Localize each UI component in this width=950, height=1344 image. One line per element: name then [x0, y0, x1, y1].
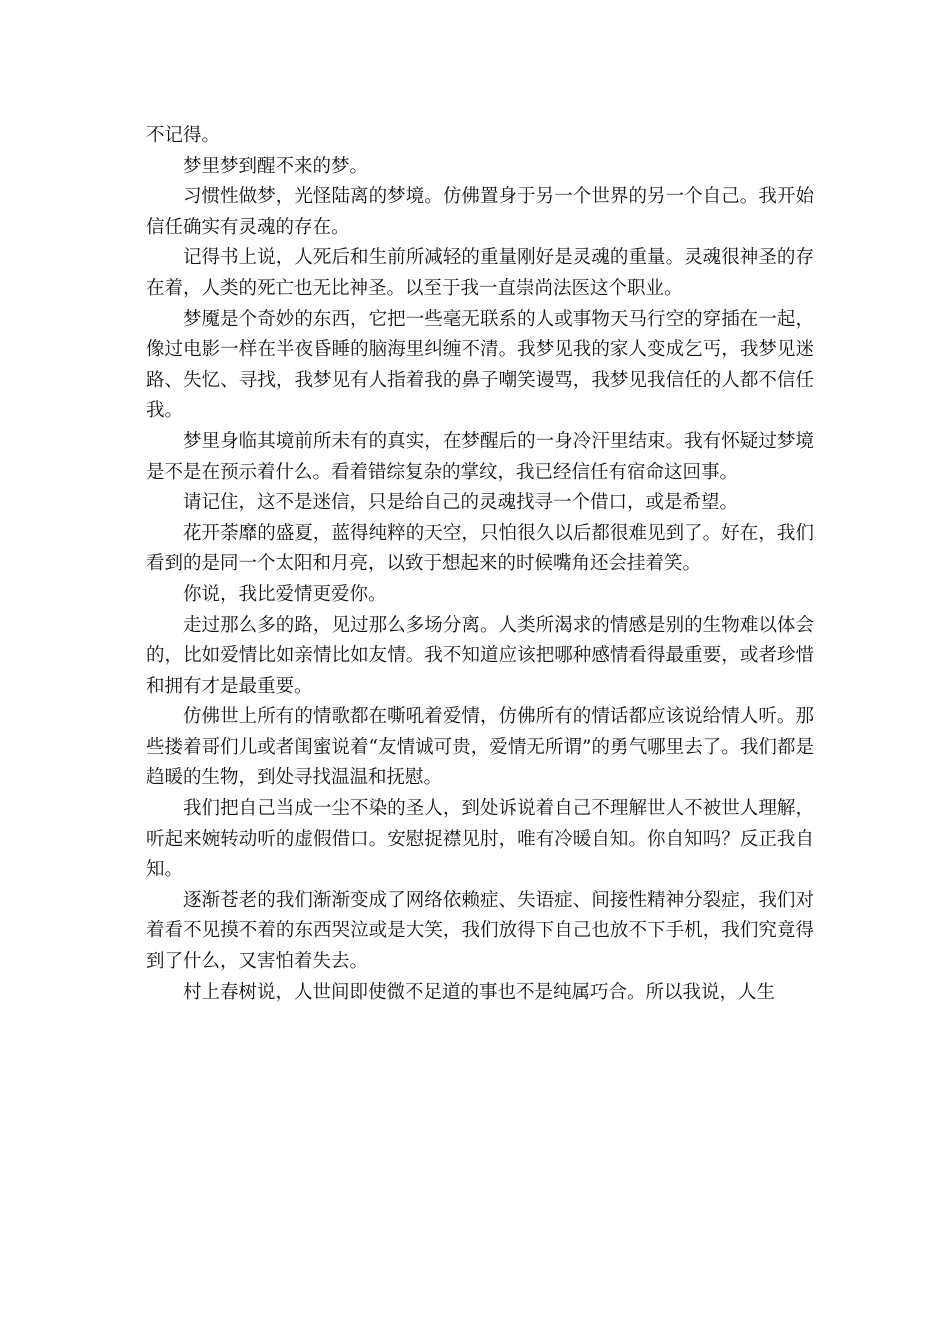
paragraph: 记得书上说，人死后和生前所减轻的重量刚好是灵魂的重量。灵魂很神圣的存在着，人类的死亡也无比神圣。以至于我一直崇尚法医这个职业。 — [146, 247, 814, 299]
paragraph: 村上春树说，人世间即使微不足道的事也不是纯属巧合。所以我说，人生 — [183, 981, 776, 1003]
paragraph: 请记住，这不是迷信，只是给自己的灵魂找寻一个借口，或是希望。 — [183, 492, 739, 514]
document-body — [146, 121, 814, 1008]
paragraph: 逐渐苍老的我们渐渐变成了网络依赖症、失语症、间接性精神分裂症，我们对着看不见摸不着的东西哭泣或是大笑，我们放得下自己也放不下手机，我们究竟得到了什么，又害怕着失去。 — [146, 889, 814, 973]
paragraph: 梦魇是个奇妙的东西，它把一些毫无联系的人或事物天马行空的穿插在一起，像过电影一样在半夜昏睡的脑海里纠缠不清。我梦见我的家人变成乞丐，我梦见迷路、失忆、寻找，我梦见有人指着我的鼻子嘲笑谩骂，我梦见我信任的人都不信任我。 — [146, 308, 814, 422]
paragraph: 我们把自己当成一尘不染的圣人，到处诉说着自己不理解世人不被世人理解，听起来婉转动听的虚假借口。安慰捉襟见肘，唯有冷暖自知。你自知吗？反正我自知。 — [146, 798, 814, 881]
paragraph: 仿佛世上所有的情歌都在嘶吼着爱情，仿佛所有的情话都应该说给情人听。那些搂着哥们儿或者闺蜜说着“友情诚可贵，爱情无所谓”的勇气哪里去了。我们都是趋暖的生物，到处寻找温温和抚慰。 — [146, 706, 814, 789]
paragraph: 不记得。 — [146, 125, 221, 146]
paragraph: 梦里身临其境前所未有的真实，在梦醒后的一身冷汗里结束。我有怀疑过梦境是不是在预示着什么。看着错综复杂的掌纹，我已经信任有宿命这回事。 — [146, 430, 814, 483]
paragraph: 梦里梦到醒不来的梦。 — [183, 155, 369, 177]
paragraph: 走过那么多的路，见过那么多场分离。人类所渴求的情感是别的生物难以体会的，比如爱情比如亲情比如友情。我不知道应该把哪种感情看得最重要，或者珍惜和拥有才是最重要。 — [146, 614, 814, 697]
paragraph: 花开荼靡的盛夏，蓝得纯粹的天空，只怕很久以后都很难见到了。好在，我们看到的是同一个太阳和月亮，以致于想起来的时候嘴角还会挂着笑。 — [146, 522, 814, 575]
paragraph: 习惯性做梦，光怪陆离的梦境。仿佛置身于另一个世界的另一个自己。我开始信任确实有灵魂的存在。 — [146, 186, 814, 238]
paragraph: 你说，我比爱情更爱你。 — [183, 583, 387, 605]
